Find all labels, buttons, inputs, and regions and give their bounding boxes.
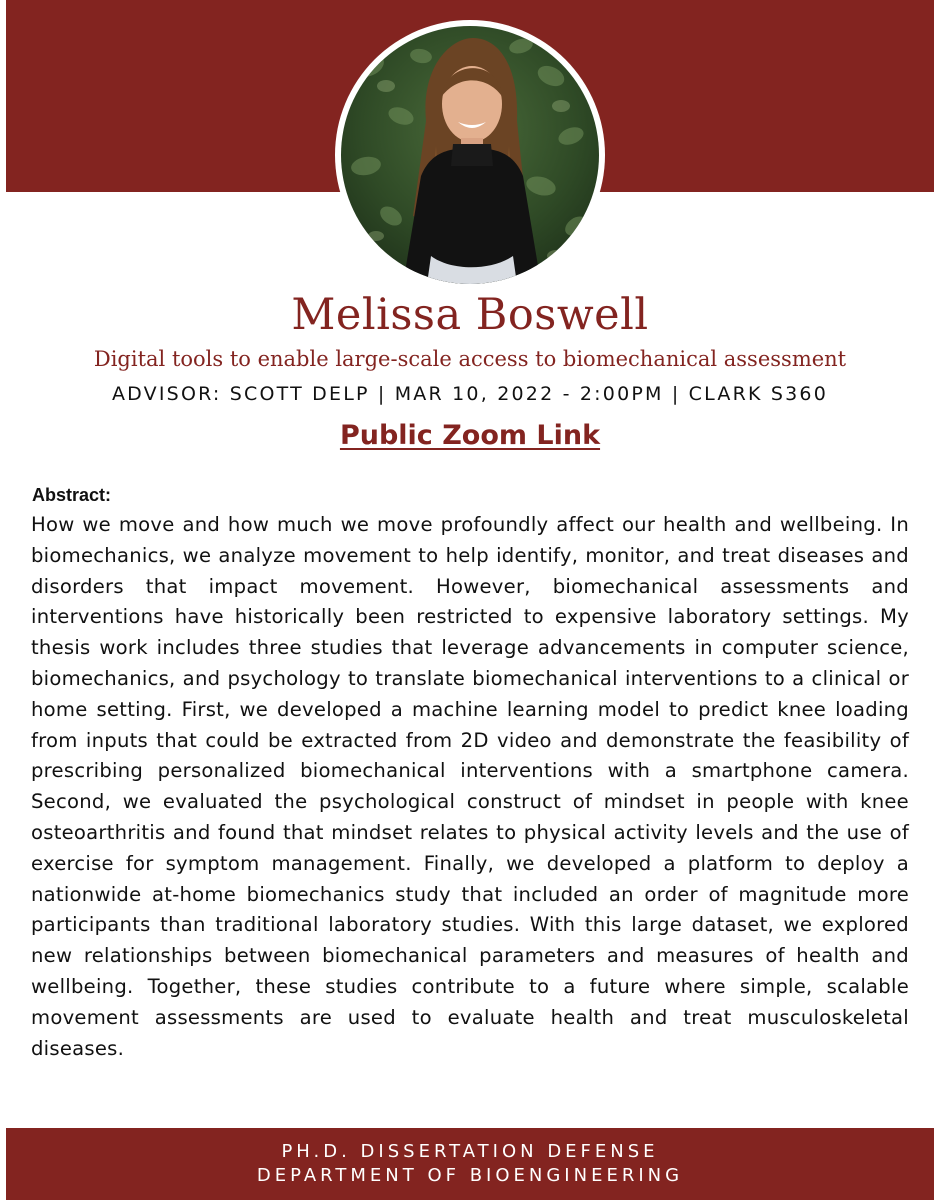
zoom-link[interactable]: Public Zoom Link [339,420,601,451]
footer-event-type: PH.D. DISSERTATION DEFENSE [281,1141,659,1162]
footer-department: DEPARTMENT OF BIOENGINEERING [256,1165,684,1186]
thesis-title: Digital tools to enable large-scale access to biomechanical assessment [93,347,847,371]
abstract-text: How we move and how much we move profoundly affect our health and wellbeing. In biomechanics, we analyze movement to help identify, monitor, and treat diseases and disorders that impact movement. However, biomechanical assessments and interventions have historically been restricted to expensive laboratory settings. My thesis work includes three studies that leverage advancements in computer science, biomechanics, and psychology to translate biomechanical interventions to a clinical or home setting. First, we developed a machine learning model to predict knee loading from inputs that could be extracted from 2D video and demonstrate the feasibility of prescribing personalized biomechanical interventions with a smartphone camera. Second, we evaluated the psychological construct of mindset in people with knee osteoarthritis and found that mindset relates to physical activity levels and the use of exercise for symptom management. Finally, we developed a platform to deploy a nationwide at-home biomechanics study that included an order of magnitude more participants than traditional laboratory studies. With this large dataset, we explored new relationships between biomechanical parameters and measures of health and wellbeing. Together, these studies contribute to a future where simple, scalable movement assessments are used to evaluate health and treat musculoskeletal diseases. [31,513,909,1060]
left-margin [0,0,6,1200]
abstract-label: Abstract: [32,485,112,505]
footer-band [6,1128,934,1200]
presenter-name: Melissa Boswell [291,290,649,340]
event-details: ADVISOR: SCOTT DELP | MAR 10, 2022 - 2:00PM | CLARK S360 [111,383,828,405]
portrait-photo-icon [341,26,599,284]
portrait-photo [341,26,599,284]
